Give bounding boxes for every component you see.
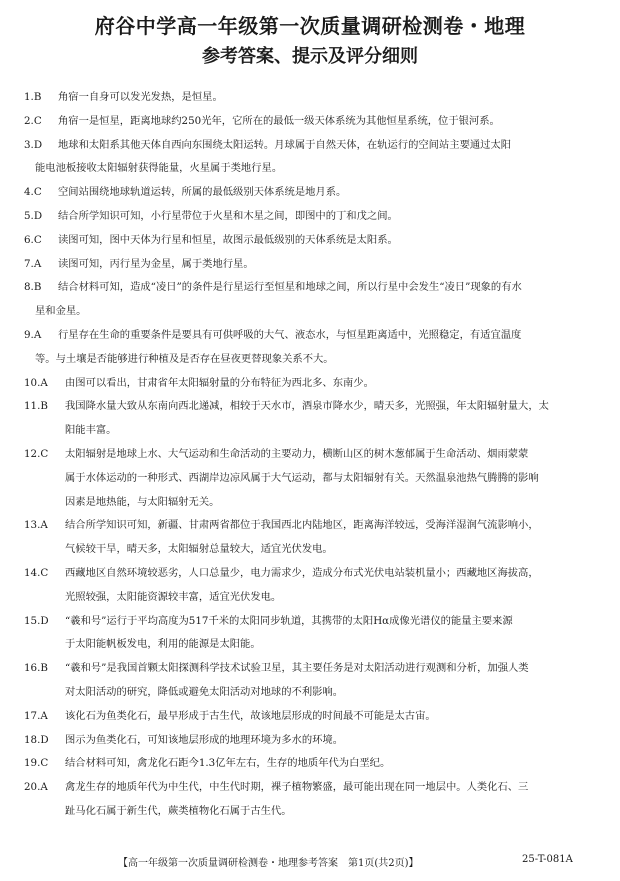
answer-number: 12.C <box>24 447 49 460</box>
answer-explanation: “羲和号”是我国首颗太阳探测科学技术试验卫星，其主要任务是对太阳活动进行观测和分析，加强人类 <box>65 662 529 675</box>
answer-explanation: 角宿一是恒星，距离地球约250光年，它所在的最低一级天体系统为其他恒星系统，位于银河系。 <box>58 114 500 127</box>
footer-text: 【高一年级第一次质量调研检测卷・地理参考答案 第1页(共2页)】 <box>118 858 419 869</box>
answer-explanation-cont: 光照较强，太阳能资源较丰富，适宜光伏发电。 <box>65 590 282 603</box>
answer-item <box>24 562 606 610</box>
answer-explanation: 由图可以看出，甘肃省年太阳辐射量的分布特征为西北多、东南少。 <box>65 376 374 389</box>
answer-explanation-cont: 阳能丰富。 <box>65 424 117 437</box>
answer-item <box>24 729 606 753</box>
answer-item <box>24 324 606 372</box>
answer-explanation: 角宿一自身可以发光发热，是恒星。 <box>58 91 223 103</box>
answer-item <box>24 372 606 396</box>
answer-item <box>24 205 606 229</box>
answer-number: 3.D <box>24 138 43 151</box>
answer-number: 7.A <box>24 257 42 270</box>
answer-explanation: 太阳辐射是地球上水、大气运动和生命活动的主要动力，横断山区的树木葱郁属于生命活动、烟雨蒙蒙 <box>65 447 529 460</box>
answer-explanation-cont: 等。与土壤是否能够进行种植及是否存在昼夜更替现象关系不大。 <box>35 352 334 365</box>
answer-number: 6.C <box>24 233 42 246</box>
answer-list <box>24 86 606 824</box>
answer-explanation-cont: 因素是地热能，与太阳辐射无关。 <box>65 495 220 508</box>
answer-number: 1.B <box>24 91 42 103</box>
answer-number: 8.B <box>24 281 42 294</box>
footer-code: 25-T-081A <box>522 854 573 865</box>
answer-explanation: 行星存在生命的重要条件是要具有可供呼吸的大气、液态水，与恒星距离适中，光照稳定，有适宜温度 <box>58 328 522 341</box>
answer-explanation: 结合所学知识可知，新疆、甘肃两省都位于我国西北内陆地区，距离海洋较远，受海洋湿润气流影响小， <box>65 519 539 532</box>
answer-number: 13.A <box>24 519 48 532</box>
answer-explanation: 结合材料可知，禽龙化石距今1.3亿年左右，生存的地质年代为白垩纪。 <box>65 757 391 770</box>
answer-explanation: 读图可知，丙行星为金星，属于类地行星。 <box>58 257 254 270</box>
answer-item <box>24 705 606 729</box>
answer-number: 9.A <box>24 328 42 341</box>
answer-item <box>24 276 606 324</box>
answer-explanation: 结合所学知识可知，小行星带位于火星和木星之间，即图中的丁和戊之间。 <box>58 209 398 222</box>
answer-item <box>24 752 606 776</box>
page-subtitle: 参考答案、提示及评分细则 <box>202 46 418 67</box>
answer-number: 2.C <box>24 114 42 127</box>
answer-item <box>24 181 606 205</box>
answer-item <box>24 514 606 562</box>
answer-explanation-cont: 属于水体运动的一种形式、西湖岸边凉风属于大气运动，都与太阳辐射有关。天然温泉池热气腾腾的影响 <box>65 471 539 484</box>
answer-explanation-cont: 星和金星。 <box>35 305 87 318</box>
answer-number: 16.B <box>24 662 48 675</box>
answer-item <box>24 134 606 182</box>
answer-number: 18.D <box>24 733 49 746</box>
answer-item <box>24 776 606 824</box>
answer-explanation: 空间站围绕地球轨道运转，所属的最低级别天体系统是地月系。 <box>58 186 347 199</box>
answer-number: 5.D <box>24 209 43 222</box>
answer-explanation: 地球和太阳系其他天体自西向东围绕太阳运转。月球属于自然天体，在轨运行的空间站主要通过太阳 <box>58 138 512 151</box>
answer-explanation-cont: 能电池板接收太阳辐射获得能量，火星属于类地行星。 <box>35 162 283 175</box>
answer-item <box>24 395 606 443</box>
answer-explanation-cont: 趾马化石属于新生代，蕨类植物化石属于古生代。 <box>65 804 292 817</box>
answer-number: 14.C <box>24 566 49 579</box>
page-title: 府谷中学高一年级第一次质量调研检测卷・地理 <box>94 14 526 38</box>
answer-explanation-cont: 气候较干旱，晴天多，太阳辐射总量较大，适宜光伏发电。 <box>65 543 333 556</box>
answer-explanation: 图示为鱼类化石，可知该地层形成的地理环境为多水的环境。 <box>65 733 344 746</box>
answer-number: 10.A <box>24 376 48 389</box>
answer-explanation: 西藏地区自然环境较恶劣，人口总量少，电力需求少，造成分布式光伏电站装机量小；西藏地区海拔高， <box>65 566 539 579</box>
answer-item <box>24 229 606 253</box>
answer-explanation-cont: 对太阳活动的研究，降低或避免太阳活动对地球的不利影响。 <box>65 685 344 698</box>
answer-explanation-cont: 于太阳能帆板发电，利用的能源是太阳能。 <box>65 638 261 651</box>
answer-item <box>24 657 606 705</box>
answer-item <box>24 610 606 658</box>
answer-item <box>24 86 606 110</box>
answer-number: 15.D <box>24 614 49 627</box>
answer-number: 20.A <box>24 781 48 794</box>
answer-number: 11.B <box>24 400 48 413</box>
answer-number: 19.C <box>24 757 49 770</box>
answer-explanation: 结合材料可知，造成“凌日”的条件是行星运行至恒星和地球之间，所以行星中会发生“凌日”现象的有水 <box>58 281 522 294</box>
answer-explanation: “羲和号”运行于平均高度为517千米的太阳同步轨道，其携带的太阳Hα成像光谱仪的能量主要来源 <box>65 614 513 627</box>
answer-number: 4.C <box>24 186 42 199</box>
answer-item <box>24 110 606 134</box>
answer-item <box>24 253 606 277</box>
answer-explanation: 我国降水量大致从东南向西北递减，相较于天水市，酒泉市降水少，晴天多，光照强，年太阳辐射量大，太 <box>65 400 549 413</box>
answer-explanation: 禽龙生存的地质年代为中生代，中生代时期，裸子植物繁盛，最可能出现在同一地层中。人类化石、三 <box>65 781 529 794</box>
answer-item <box>24 443 606 514</box>
answer-explanation: 该化石为鱼类化石，最早形成于古生代，故该地层形成的时间最不可能是太古宙。 <box>65 709 436 722</box>
answer-explanation: 读图可知，图中天体为行星和恒星，故图示最低级别的天体系统是太阳系。 <box>58 233 398 246</box>
answer-number: 17.A <box>24 709 48 722</box>
